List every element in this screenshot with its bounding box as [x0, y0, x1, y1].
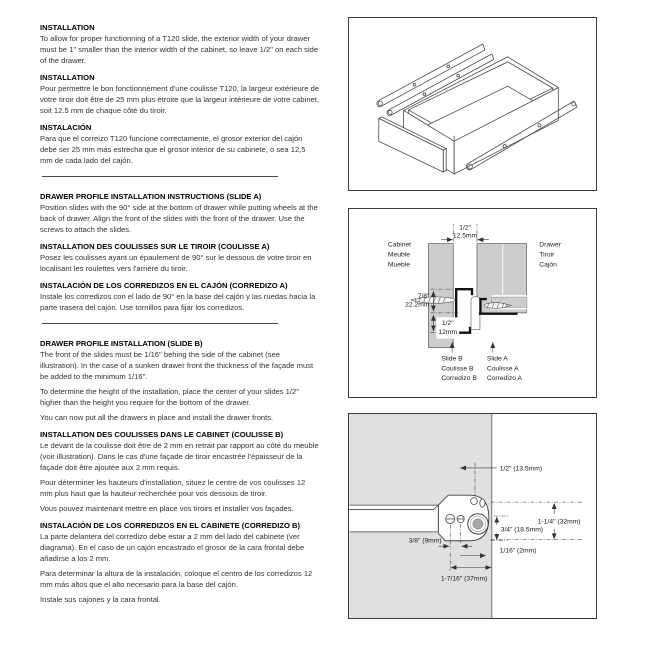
section-installation-es	[40, 120, 320, 166]
dim-hole-spacing-label: 3/8" (9mm)	[408, 537, 442, 545]
drawer-isometric-diagram	[349, 18, 596, 190]
drawer-label: Drawer	[539, 241, 561, 249]
section-heading: DRAWER PROFILE INSTALLATION INSTRUCTIONS (SLIDE A)	[40, 192, 262, 201]
section-slide-b-es	[40, 518, 320, 605]
drawer-panel	[477, 244, 527, 313]
cross-section-diagram	[349, 209, 596, 397]
drawer-label: Cajón	[539, 261, 557, 269]
dim-bottom-offset-inches: 1/2"	[441, 320, 454, 328]
section-slide-b-en	[40, 336, 320, 423]
paragraph: To allow for proper functionning of a T120 slide, the exterior width of your drawer must be 1" smaller than the interior width of the cabinet, so leave 1/2" on each side of the drawer.	[40, 34, 319, 65]
slide-b-label: Corredizo B	[441, 375, 477, 383]
wheel	[468, 514, 488, 534]
section-installation-fr	[40, 70, 320, 116]
section-slide-b-fr	[40, 427, 320, 514]
paragraph: Vous pouvez maintenant mettre en place vos tiroirs et installer vos façades.	[40, 504, 294, 513]
section-installation-en	[40, 20, 320, 66]
cabinet-label: Meuble	[387, 251, 410, 259]
paragraph: Para determinar la altura de la instalación, coloque el centro de los corredizos 12 mm más altos que el alto necesario para la base del cajón.	[40, 569, 313, 589]
slide-a-label: Slide A	[486, 355, 508, 363]
section-heading: INSTALLATION DES COULISSES SUR LE TIROIR (COULISSE A)	[40, 242, 270, 251]
section-heading: INSTALACIÓN DE LOS CORREDIZOS EN EL CAJÓN (CORREDIZO A)	[40, 281, 288, 290]
dim-wheel-bottom-label: 3/4" (18.5mm)	[500, 526, 544, 534]
section-heading: INSTALACIÓN	[40, 123, 92, 132]
cabinet-label: Mueble	[387, 261, 410, 269]
dim-front-length-label: 1-7/16" (37mm)	[440, 575, 488, 583]
section-heading: INSTALLATION	[40, 23, 95, 32]
slide-b-label: Slide B	[441, 355, 463, 363]
slide-a-label: Coulisse A	[486, 365, 519, 373]
slide-a-label: Corredizo A	[486, 375, 522, 383]
figure-drawer-exploded-view	[348, 17, 597, 191]
dim-top-label: 1/2" (13.5mm)	[499, 465, 543, 473]
dim-bottom-offset-mm: 12mm	[438, 329, 458, 337]
paragraph: You can now put all the drawers in place and install the drawer fronts.	[40, 413, 274, 422]
dim-setback-label: 1/16" (2mm)	[499, 547, 537, 555]
drawer-label: Tiroir	[539, 251, 555, 259]
paragraph: Para que el correizo T120 funcione correctamente, el grosor exterior del cajón debe ser 25 mm más estrecha que el grosor interior de su cabinete, o sea 12,5 mm de cada lado del cajón.	[40, 134, 306, 165]
figure-slide-side-view	[348, 413, 597, 619]
paragraph: Instale sus cajones y la cara frontal.	[40, 595, 161, 604]
section-slide-a-es	[40, 278, 320, 313]
section-heading: INSTALLATION DES COULISSES DANS LE CABINET (COULISSE B)	[40, 430, 284, 439]
slide-roller	[471, 297, 480, 330]
dim-slide-height-mm: 22.2mm	[405, 301, 430, 309]
paragraph: The front of the slides must be 1/16" behing the side of the cabinet (see illustration). In the case of a sunken drawer front the thickness of the façade must be added to the minimum 1/16".	[40, 350, 314, 381]
mounting-hole-top	[471, 498, 478, 505]
paragraph: To determine the height of the installation, place the center of your slides 1/2" higher than the height you require for the bottom of the drawer.	[40, 387, 299, 407]
dim-height-label: 1-1/4" (32mm)	[537, 518, 581, 526]
paragraph: Position slides with the 90° side at the bottom of drawer while putting wheels at the back of drawer. Align the front of the slides with the front of the drawer. Use the screws to attach the slides.	[40, 203, 318, 234]
slide-b-label: Coulisse B	[441, 365, 474, 373]
dim-gap-mm: 12.5mm	[452, 232, 478, 240]
dim-gap-inches: 1/2"	[459, 224, 471, 232]
paragraph: La parte delantera del corredizo debe estar a 2 mm del lado del cabinete (ver diagrama). En el caso de un cajón encastrado el grosor de la cara frontal debe añadirse a los 2 mm.	[40, 532, 305, 563]
paragraph: Pour déterminer les hauteurs d'installation, situez le centre de vos coulisses 12 mm plus haut que la hauteur recherchée pour vos dessous de tiroir.	[40, 478, 306, 498]
section-divider	[42, 323, 278, 324]
paragraph: Pour permettre le bon fonctionnement d'une coulisse T120, la largeur extérieure de votre tiroir doit être de 25 mm plus étroite que la largeur intérieure de votre cabinet, soit 12.5 mm de chaque côté du tiroir.	[40, 84, 320, 115]
section-heading: INSTALLATION	[40, 73, 95, 82]
figure-cross-section	[348, 208, 597, 398]
instruction-text-column	[40, 20, 320, 609]
mounting-slot	[480, 499, 485, 507]
dim-slide-height-inches: 7/8"	[417, 293, 430, 301]
paragraph: Instale los corredizos con el lado de 90° en la base del cajón y las ruedas hacia la parte trasera del cajón. Use tornillos para fijar los corredizos.	[40, 292, 316, 312]
section-heading: DRAWER PROFILE INSTALLATION (SLIDE B)	[40, 339, 203, 348]
section-slide-a-fr	[40, 239, 320, 274]
slide-side-view-diagram	[349, 414, 596, 618]
section-divider	[42, 176, 278, 177]
section-heading: INSTALACIÓN DE LOS CORREDIZOS EN EL CABINETE (CORREDIZO B)	[40, 521, 301, 530]
cabinet-label: Cabinet	[387, 241, 412, 249]
paragraph: Le devant de la coulisse doit être de 2 mm en retrait par rapport au côté du meuble (voir illustration). Dans le cas d'une façade de tiroir encastrée l'épaisseur de la façade doit être ajoutée aux 2 mm requis.	[40, 441, 319, 472]
section-slide-a-en	[40, 189, 320, 235]
paragraph: Posez les coulisses ayant un épaulement de 90° sur le dessous de votre tiroir en localisant les roulettes vers l'arrière du tiroir.	[40, 253, 312, 273]
